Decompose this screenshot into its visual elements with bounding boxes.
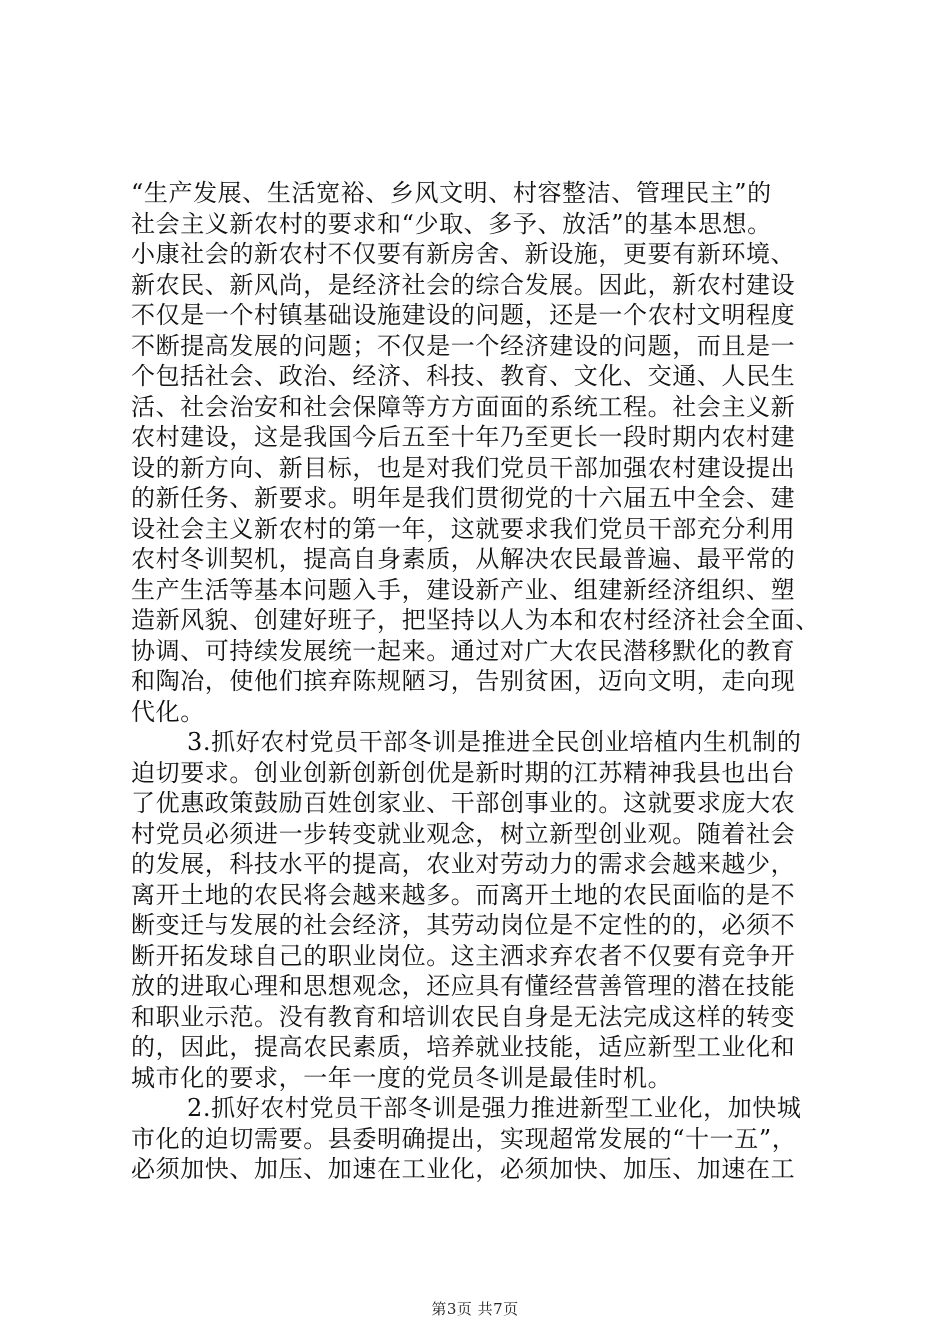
text-line: 社会主义新农村的要求和“少取、多予、放活”的基本思想。 xyxy=(131,209,772,238)
text-line: 必须加快、加压、加速在工业化，必须加快、加压、加速在工 xyxy=(131,1155,796,1183)
text-line: 设社会主义新农村的第一年，这就要求我们党员干部充分利用 xyxy=(131,514,796,543)
text-line: 造新风貌、创建好班子，把坚持以人为本和农村经济社会全面、 xyxy=(131,606,820,634)
section-heading-2: 2.抓好农村党员干部冬训是强力推进新型工业化，加快城 xyxy=(187,1094,802,1122)
text-line: 设的新方向、新目标，也是对我们党员干部加强农村建设提出 xyxy=(131,453,796,482)
text-line: 和陶冶，使他们摈弃陈规陋习，告别贫困，迈向文明，走向现 xyxy=(131,667,796,695)
text-line: “生产发展、生活宽裕、乡风文明、村容整洁、管理民主”的 xyxy=(131,179,772,207)
text-line: 放的进取心理和思想观念，还应具有懂经营善管理的潜在技能 xyxy=(131,972,796,1000)
text-line: 断开拓发球自己的职业岗位。这主洒求弃农者不仅要有竞争开 xyxy=(131,941,796,970)
text-line: 城市化的要求，一年一度的党员冬训是最佳时机。 xyxy=(131,1063,673,1092)
text-line: 农村冬训契机，提高自身素质，从解决农民最普遍、最平常的 xyxy=(131,545,796,573)
text-line: 村党员必须进一步转变就业观念，树立新型创业观。随着社会 xyxy=(131,819,796,848)
text-line: 新农民、新风尚，是经济社会的综合发展。因此，新农村建设 xyxy=(131,270,796,299)
text-line: 了优惠政策鼓励百姓创家业、干部创事业的。这就要求庞大农 xyxy=(131,789,796,817)
document-body xyxy=(131,178,831,1185)
text-line: 个包括社会、政治、经济、科技、教育、文化、交通、人民生 xyxy=(131,362,796,390)
text-line: 迫切要求。创业创新创新创优是新时期的江苏精神我县也出台 xyxy=(131,758,796,787)
text-line: 农村建设，这是我国今后五至十年乃至更长一段时期内农村建 xyxy=(131,423,796,451)
text-line: 小康社会的新农村不仅要有新房舍、新设施，更要有新环境、 xyxy=(131,240,796,268)
text-line: 离开土地的农民将会越来越多。而离开土地的农民面临的是不 xyxy=(131,880,796,909)
text-line: 生产生活等基本问题入手，建设新产业、组建新经济组织、塑 xyxy=(131,575,796,604)
text-line: 断变迁与发展的社会经济，其劳动岗位是不定性的的，必须不 xyxy=(131,911,796,939)
text-line: 的，因此，提高农民素质，培养就业技能，适应新型工业化和 xyxy=(131,1033,796,1061)
text-line: 的发展，科技水平的提高，农业对劳动力的需求会越来越少， xyxy=(131,850,796,878)
text-line: 和职业示范。没有教育和培训农民自身是无法完成这样的转变 xyxy=(131,1002,796,1031)
text-line: 代化。 xyxy=(131,697,205,726)
text-line: 市化的迫切需要。县委明确提出，实现超常发展的“十一五”， xyxy=(131,1124,797,1153)
page-footer: 第3页 共7页 xyxy=(431,1300,519,1318)
text-line: 协调、可持续发展统一起来。通过对广大农民潜移默化的教育 xyxy=(131,636,796,665)
section-heading-3: 3.抓好农村党员干部冬训是推进全民创业培植内生机制的 xyxy=(187,728,802,756)
text-line: 不仅是一个村镇基础设施建设的问题，还是一个农村文明程度 xyxy=(131,301,796,329)
text-line: 不断提高发展的问题；不仅是一个经济建设的问题，而且是一 xyxy=(131,331,796,360)
text-line: 活、社会治安和社会保障等方方面面的系统工程。社会主义新 xyxy=(131,392,796,421)
text-line: 的新任务、新要求。明年是我们贯彻党的十六届五中全会、建 xyxy=(131,484,796,512)
